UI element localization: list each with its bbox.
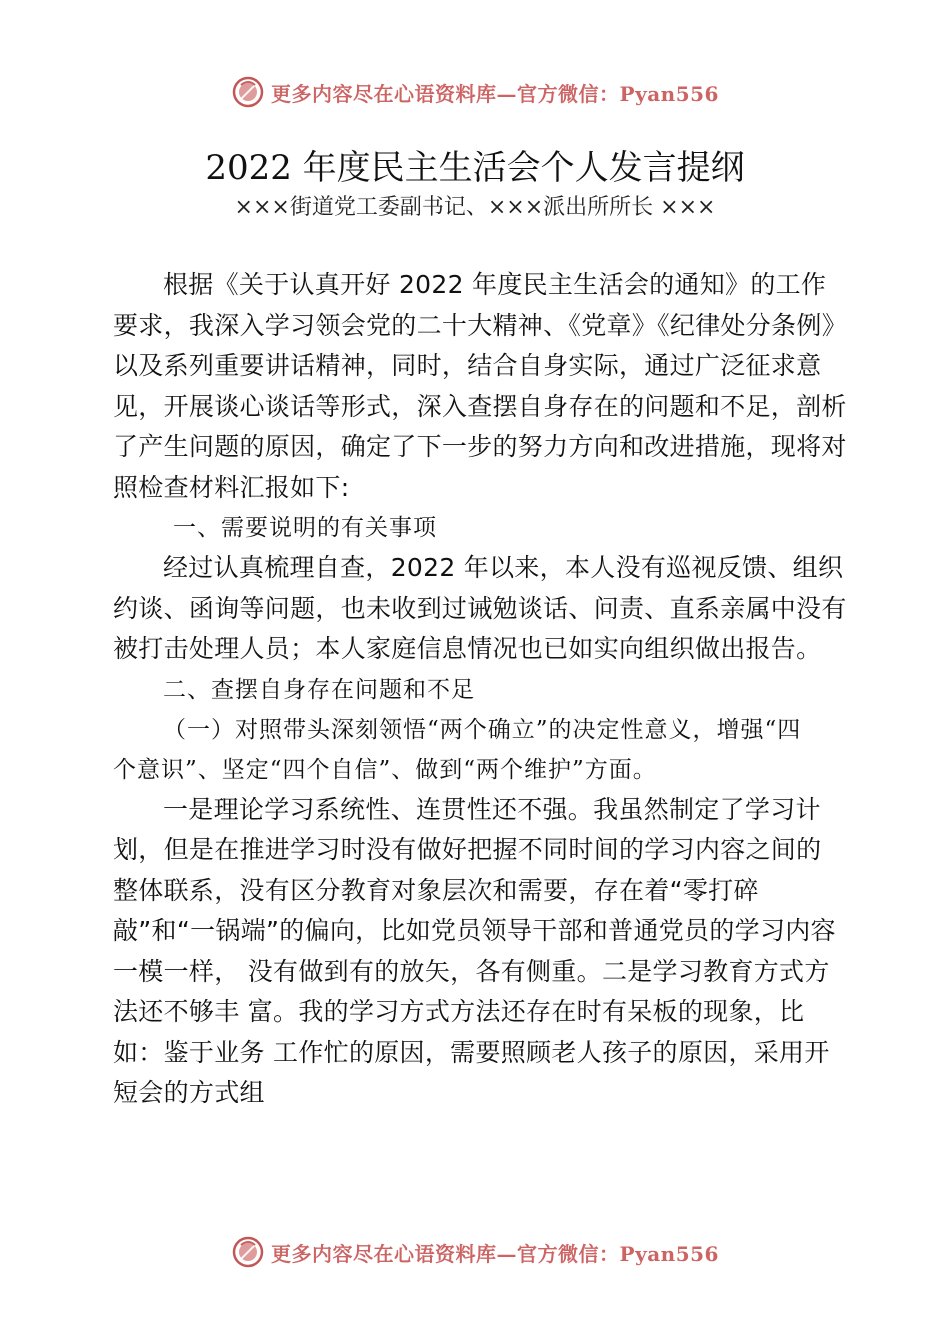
section2-paragraph: 一是理论学习系统性、连贯性还不强。我虽然制定了学习计划，但是在推进学习时没有做好把握不同时间的学习内容之间的 整体联系，没有区分教育对象层次和需要，存在着“零打碎敲”和“一锅端”的偏向，比如党员领导干部和普通党员的学习内容一模一样， 没有做到有的放矢，各有侧重。二是学习教育方式方法还不够丰 富。我的学习方式方法还存在时有呆板的现象，比如：鉴于业务 工作忙的原因，需要照顾老人孩子的原因，采用开短会的方式组 (113, 794, 836, 1107)
intro-paragraph: 根据《关于认真开好 2022 年度民主生活会的通知》的工作要求，我深入学习领会党的二十大精神、《党章》《纪律处分条例》以及系列重要讲话精神，同时，结合自身实际，通过广泛征求意见，开展谈心谈话等形式，深入查摆自身存在的问题和不足，剖析了产生问题的原因，确定了下一步的努力方向和改进措施，现将对照检查材料汇报如下: (113, 270, 848, 502)
document-body (113, 265, 848, 1114)
document-title: 2022 年度民主生活会个人发言提纲 (205, 148, 745, 188)
watermark-text: 更多内容尽在心语资料库—官方微信：Pyan556 (271, 81, 719, 106)
watermark-top (0, 72, 950, 112)
section1-paragraph: 经过认真梳理自查，2022 年以来，本人没有巡视反馈、组织约谈、函询等问题，也未收到过诫勉谈话、问责、直系亲属中没有被打击处理人员；本人家庭信息情况也已如实向组织做出报告。 (113, 553, 847, 663)
watermark-text: 更多内容尽在心语资料库—官方微信：Pyan556 (271, 1241, 719, 1266)
brand-logo-icon (231, 1235, 265, 1269)
section2-heading: 二、查摆自身存在问题和不足 (163, 676, 475, 703)
document-subtitle: ×××街道党工委副书记、×××派出所所长 ××× (234, 195, 716, 220)
section1-heading: 一、需要说明的有关事项 (173, 515, 437, 541)
brand-logo-icon (231, 75, 265, 109)
section2-subheading: （一）对照带头深刻领悟“两个确立”的决定性意义，增强“四个意识”、坚定“四个自信”、做到“两个维护”方面。 (113, 716, 802, 783)
watermark-bottom (0, 1232, 950, 1272)
